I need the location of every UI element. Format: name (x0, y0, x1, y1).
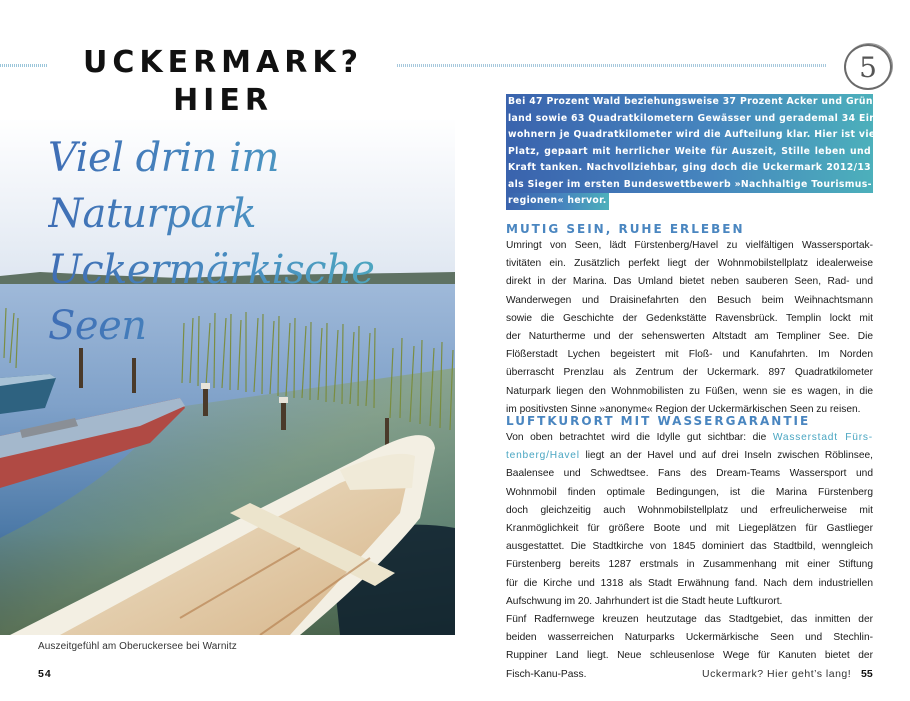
body-line: im positivsten Sinne »anonyme« Region der Uckermärkischen Seen zu reisen. (506, 403, 861, 415)
intro-line: Bei 47 Prozent Wald beziehungsweise 37 Prozent Acker und Grün- (506, 94, 873, 111)
section-body-luftkurort (506, 429, 873, 684)
body-line: Fürstenberg bereits 1287 erstmals in Zusammenhang mit einer Stiftung (506, 559, 873, 571)
body-line: direkt in der Marina. Das Umland bietet neben sauberen Seen, Rad- und (506, 276, 873, 288)
body-line: Ruppiner Land liegt. Neue schleusenlose Wege für Kanuten bietet der (506, 650, 873, 662)
intro-line: regionen« hervor. (506, 193, 609, 210)
wasserstadt-fuerstenberg-link[interactable]: Wasserstadt Fürs- (772, 432, 873, 443)
intro-line: Kraft tanken. Nachvollziehbar, ging doch die Uckermark 2012/13 (506, 160, 873, 177)
body-line: Wanderwegen und Draisinefahrten den Besuch beim Weihnachtsmann (506, 294, 873, 306)
intro-line: land sowie 63 Quadratkilometern Gewässer und gerademal 34 Ein- (506, 111, 873, 128)
body-line: Umringt von Seen, lädt Fürstenberg/Havel zu vielfältigen Wassersportak- (506, 240, 873, 251)
body-line: überrascht Prenzlau als Zentrum der Uckermark. 897 Quadratkilometer (506, 367, 873, 379)
body-line: Wohnmobil finden optimale Bedingungen, ist die Marina Fürstenberg (506, 486, 873, 498)
body-line: doch gleichzeitig auch Wohnmobilstellplatz und erfreulicherweise mit (506, 504, 873, 516)
body-text-fragment: liegt an der Havel und auf drei Inseln zwischen Röblinsee, (579, 450, 873, 462)
body-line: Kranmöglichkeit für größere Boote und mit Liegeplätzen für Gastlieger (506, 523, 873, 535)
intro-line: Platz, gepaart mit herrlicher Weite für Auszeit, Stille leben und (506, 144, 873, 161)
intro-line: wohnern je Quadratkilometer wird die Aufteilung klar. Hier ist viel (506, 127, 873, 144)
script-subtitle-line-1: Viel drin im Naturpark (48, 135, 279, 237)
body-line: beiden wasserreichen Naturparks Uckermärkische Seen und Stechlin- (506, 632, 873, 644)
body-line: Fisch-Kanu-Pass. (506, 668, 587, 680)
intro-highlight-block (506, 94, 881, 210)
page-number-right: 55 (861, 668, 873, 680)
body-line: Fünf Radfernwege kreuzen heutzutage das Stadtgebiet, das inmitten der (506, 614, 873, 626)
body-line (506, 429, 873, 447)
photo-caption: Auszeitgefühl am Oberuckersee bei Warnitz (38, 641, 237, 652)
body-line: Baalensee und Schwedtsee. Fans des Dream-Teams Wassersport und (506, 468, 873, 480)
body-line (506, 447, 873, 465)
body-line: Flößerstadt Lychen begeistert mit Floß- und Kanufahrten. Im Norden (506, 349, 873, 361)
intro-line: als Sieger im ersten Bundeswettbewerb »Nachhaltige Tourismus- (506, 177, 873, 194)
script-subtitle-line-2: Uckermärkische Seen (48, 247, 375, 349)
body-line: ausgestattet. Die Stadtkirche von 1845 dominiert das Stadtbild, wenngleich (506, 541, 873, 553)
wasserstadt-fuerstenberg-link-cont[interactable]: tenberg/Havel (506, 450, 580, 462)
running-head: Uckermark? Hier geht’s lang! (702, 668, 852, 680)
chapter-number-badge: 5 (844, 44, 892, 90)
body-text-fragment: Von oben betrachtet wird die Idylle gut sichtbar: die (506, 432, 773, 443)
script-subtitle (48, 130, 448, 354)
body-line: Naturpark liegen den Wohnmobilisten zu Füßen, wenn sie es wagen, in die (506, 385, 873, 397)
decorative-rule-right (397, 64, 827, 67)
page-number-left: 54 (38, 668, 52, 680)
section-body-mutig-sein (506, 237, 873, 419)
section-heading-mutig-sein: MUTIG SEIN, RUHE ERLEBEN (506, 222, 745, 236)
body-line: für die Kirche und 1318 als Stadt Erwähnung fand. Nach dem industriellen (506, 577, 873, 589)
body-line: tivitäten ein. Zusätzlich perfekt liegt der Wohnmobilstellplatz idealerweise (506, 258, 873, 270)
body-line: sowie die Geschichte der Gedenkstätte Ravensbrück. Templin lockt mit (506, 312, 873, 324)
section-heading-luftkurort: LUFTKURORT MIT WASSERGARANTIE (506, 414, 811, 428)
chapter-title-line-1: UCKERMARK? HIER (82, 45, 364, 118)
body-line: der Naturtherme und der sehenswerten Altstadt am Templiner See. Die (506, 331, 873, 343)
body-line: Aufschwung im 20. Jahrhundert ist die Stadt heute Luftkurort. (506, 595, 783, 607)
